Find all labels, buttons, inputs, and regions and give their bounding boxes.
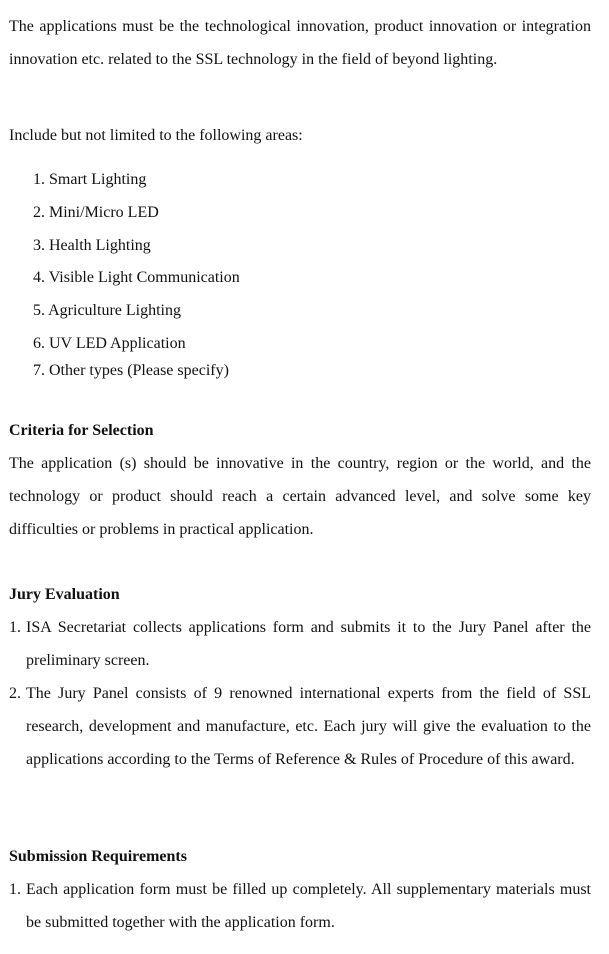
- area-item-agriculture-lighting: 5. Agriculture Lighting: [33, 302, 181, 319]
- jury-item-number: 2.: [9, 685, 21, 702]
- jury-item: [9, 677, 591, 776]
- area-item-health-lighting: 3. Health Lighting: [33, 237, 151, 254]
- area-item-uv-led-application: 6. UV LED Application: [33, 335, 186, 352]
- area-item-smart-lighting: 1. Smart Lighting: [33, 171, 147, 188]
- area-item-visible-light-communication: 4. Visible Light Communication: [33, 269, 240, 286]
- submission-item-number: 1.: [9, 881, 21, 898]
- criteria-heading: Criteria for Selection: [9, 422, 154, 439]
- jury-item-text: The Jury Panel consists of 9 renowned international experts from the field of SSL research, development and manufacture, etc. Each jury will give the evaluation to the applications according to the Terms of Reference & Rules of Procedure of this award.: [26, 685, 591, 768]
- jury-item: [9, 611, 591, 677]
- submission-heading: Submission Requirements: [9, 848, 187, 865]
- criteria-paragraph: The application (s) should be innovative in the country, region or the world, and the technology or product should reach a certain advanced level, and solve some key difficulties or problems in practical application.: [9, 455, 591, 538]
- jury-item-text: ISA Secretariat collects applications form and submits it to the Jury Panel after the preliminary screen.: [26, 619, 591, 669]
- submission-item-text: Each application form must be filled up completely. All supplementary materials must be submitted together with the application form.: [26, 881, 591, 931]
- areas-intro: Include but not limited to the following areas:: [9, 127, 303, 144]
- jury-item-number: 1.: [9, 619, 21, 636]
- area-item-other-types: 7. Other types (Please specify): [33, 362, 229, 379]
- intro-paragraph: The applications must be the technological innovation, product innovation or integration innovation etc. related to the SSL technology in the field of beyond lighting.: [9, 18, 591, 68]
- submission-item: [9, 873, 591, 939]
- jury-heading: Jury Evaluation: [9, 586, 120, 603]
- area-item-mini-micro-led: 2. Mini/Micro LED: [33, 204, 159, 221]
